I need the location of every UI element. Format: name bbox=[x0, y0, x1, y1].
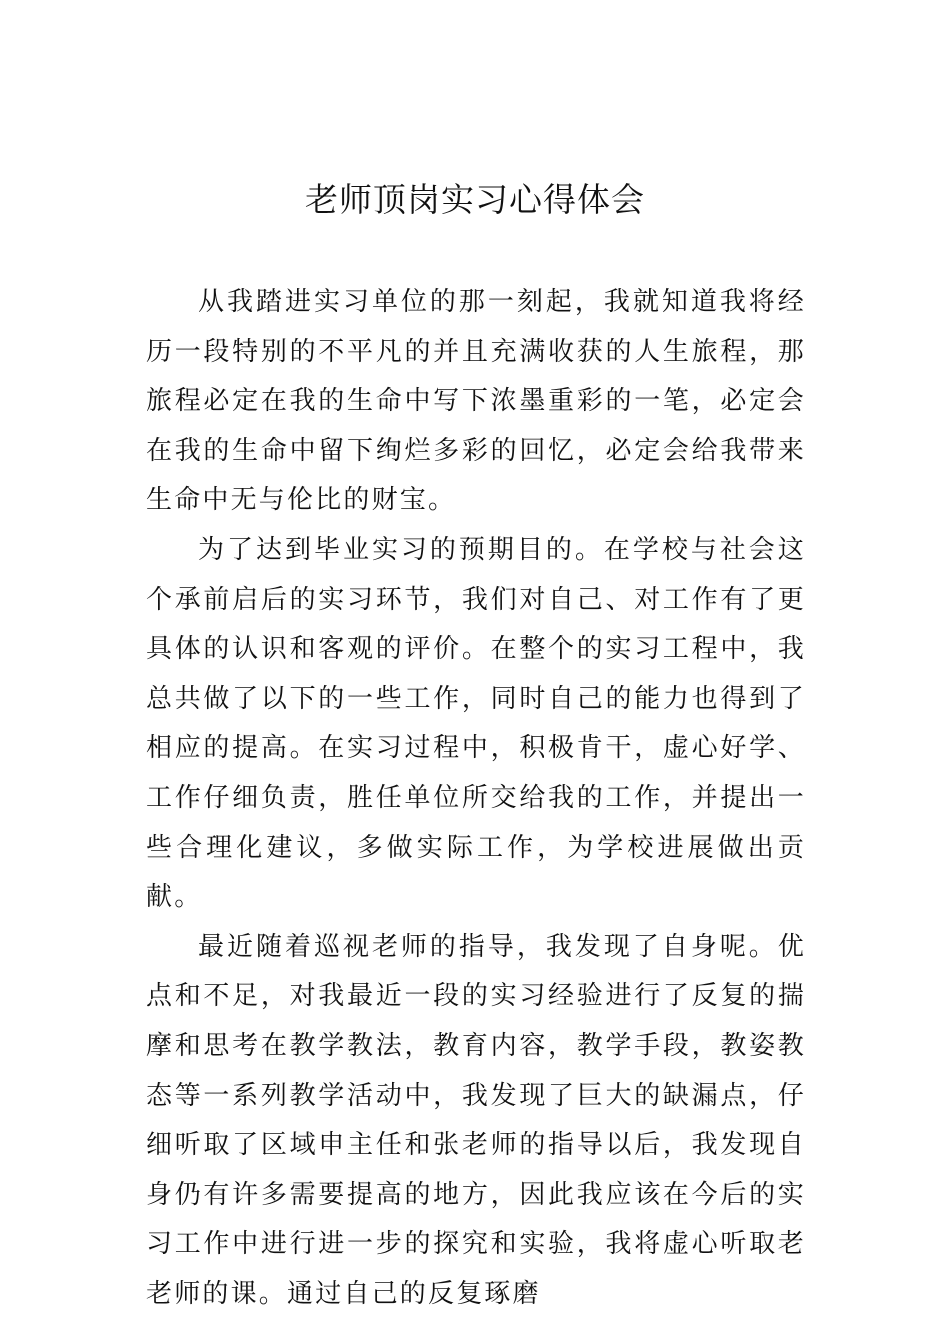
page-title: 老师顶岗实习心得体会 bbox=[305, 180, 645, 219]
document-body bbox=[146, 278, 806, 1319]
paragraph: 从我踏进实习单位的那一刻起，我就知道我将经历一段特别的不平凡的并且充满收获的人生旅程，那旅程必定在我的生命中写下浓墨重彩的一笔，必定会在我的生命中留下绚烂多彩的回忆，必定会给我带来生命中无与伦比的财宝。 bbox=[146, 287, 806, 516]
paragraph: 最近随着巡视老师的指导，我发现了自身呢。优点和不足，对我最近一段的实习经验进行了反复的揣摩和思考在教学教法，教育内容，教学手段，教姿教态等一系列教学活动中，我发现了巨大的缺漏点，仔细听取了区域申主任和张老师的指导以后，我发现自身仍有许多需要提高的地方，因此我应该在今后的实习工作中进行进一步的探究和实验，我将虚心听取老老师的课。通过自己的反复琢磨 bbox=[146, 931, 806, 1309]
paragraph: 为了达到毕业实习的预期目的。在学校与社会这个承前启后的实习环节，我们对自己、对工作有了更具体的认识和客观的评价。在整个的实习工程中，我总共做了以下的一些工作，同时自己的能力也得到了相应的提高。在实习过程中，积极肯干，虚心好学、工作仔细负责，胜任单位所交给我的工作，并提出一些合理化建议，多做实际工作，为学校进展做出贡献。 bbox=[146, 534, 806, 913]
